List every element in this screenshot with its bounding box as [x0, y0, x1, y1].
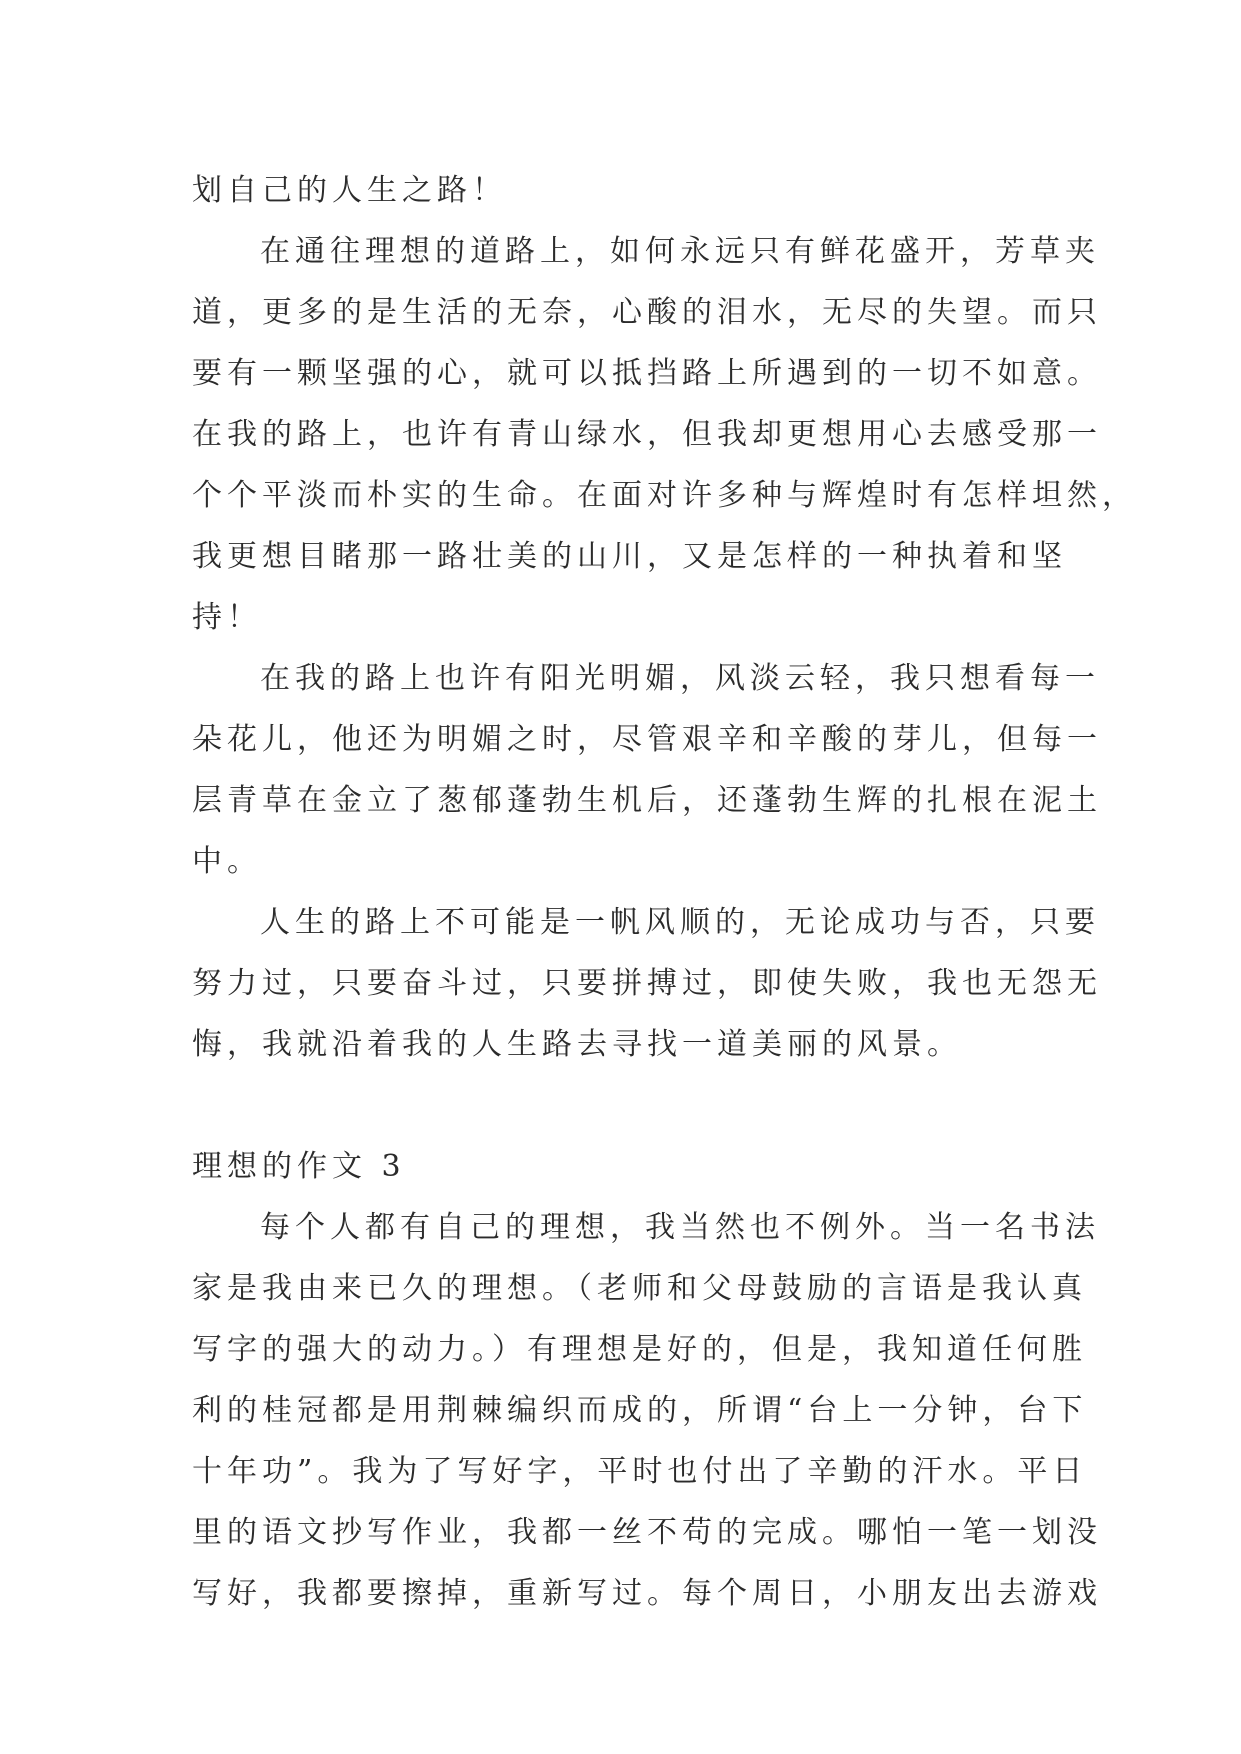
text-line: 悔，我就沿着我的人生路去寻找一道美丽的风景。	[192, 1027, 962, 1062]
text-line: 个个平淡而朴实的生命。在面对许多种与辉煌时有怎样坦然，	[192, 478, 1137, 513]
text-line: 每个人都有自己的理想，我当然也不例外。当一名书法	[260, 1210, 1100, 1245]
text-line: 划自己的人生之路！	[192, 173, 507, 208]
text-line: 要有一颗坚强的心，就可以抵挡路上所遇到的一切不如意。	[192, 356, 1102, 391]
text-line: 家是我由来已久的理想。（老师和父母鼓励的言语是我认真	[192, 1271, 1087, 1306]
text-line: 里的语文抄写作业，我都一丝不苟的完成。哪怕一笔一划没	[192, 1515, 1102, 1550]
text-line: 努力过，只要奋斗过，只要拼搏过，即使失败，我也无怨无	[192, 966, 1102, 1001]
text-line: 人生的路上不可能是一帆风顺的，无论成功与否，只要	[260, 905, 1100, 940]
document-body	[192, 160, 1137, 1624]
text-line: 在我的路上也许有阳光明媚，风淡云轻，我只想看每一	[260, 661, 1100, 696]
text-line: 中。	[192, 844, 262, 879]
text-line: 道，更多的是生活的无奈，心酸的泪水，无尽的失望。而只	[192, 295, 1102, 330]
essay-3-body	[192, 1197, 1102, 1624]
section-title: 理想的作文 3	[192, 1149, 406, 1184]
text-line: 写好，我都要擦掉，重新写过。每个周日，小朋友出去游戏	[192, 1576, 1102, 1611]
blank-line	[192, 1075, 1072, 1136]
text-line: 层青草在金立了葱郁蓬勃生机后，还蓬勃生辉的扎根在泥土	[192, 783, 1102, 818]
text-line: 写字的强大的动力。）有理想是好的，但是，我知道任何胜	[192, 1332, 1087, 1367]
text-line: 在通往理想的道路上，如何永远只有鲜花盛开，芳草夹	[260, 234, 1100, 269]
text-line: 我更想目睹那一路壮美的山川，又是怎样的一种执着和坚	[192, 539, 1067, 574]
text-line: 十年功”。我为了写好字，平时也付出了辛勤的汗水。平日	[192, 1454, 1088, 1489]
text-line: 朵花儿，他还为明媚之时，尽管艰辛和辛酸的芽儿，但每一	[192, 722, 1102, 757]
text-line: 在我的路上，也许有青山绿水，但我却更想用心去感受那一	[192, 417, 1102, 452]
essay-continuation	[192, 160, 1137, 1075]
text-line: 利的桂冠都是用荆棘编织而成的，所谓“台上一分钟，台下	[192, 1393, 1088, 1428]
text-line: 持！	[192, 600, 262, 635]
